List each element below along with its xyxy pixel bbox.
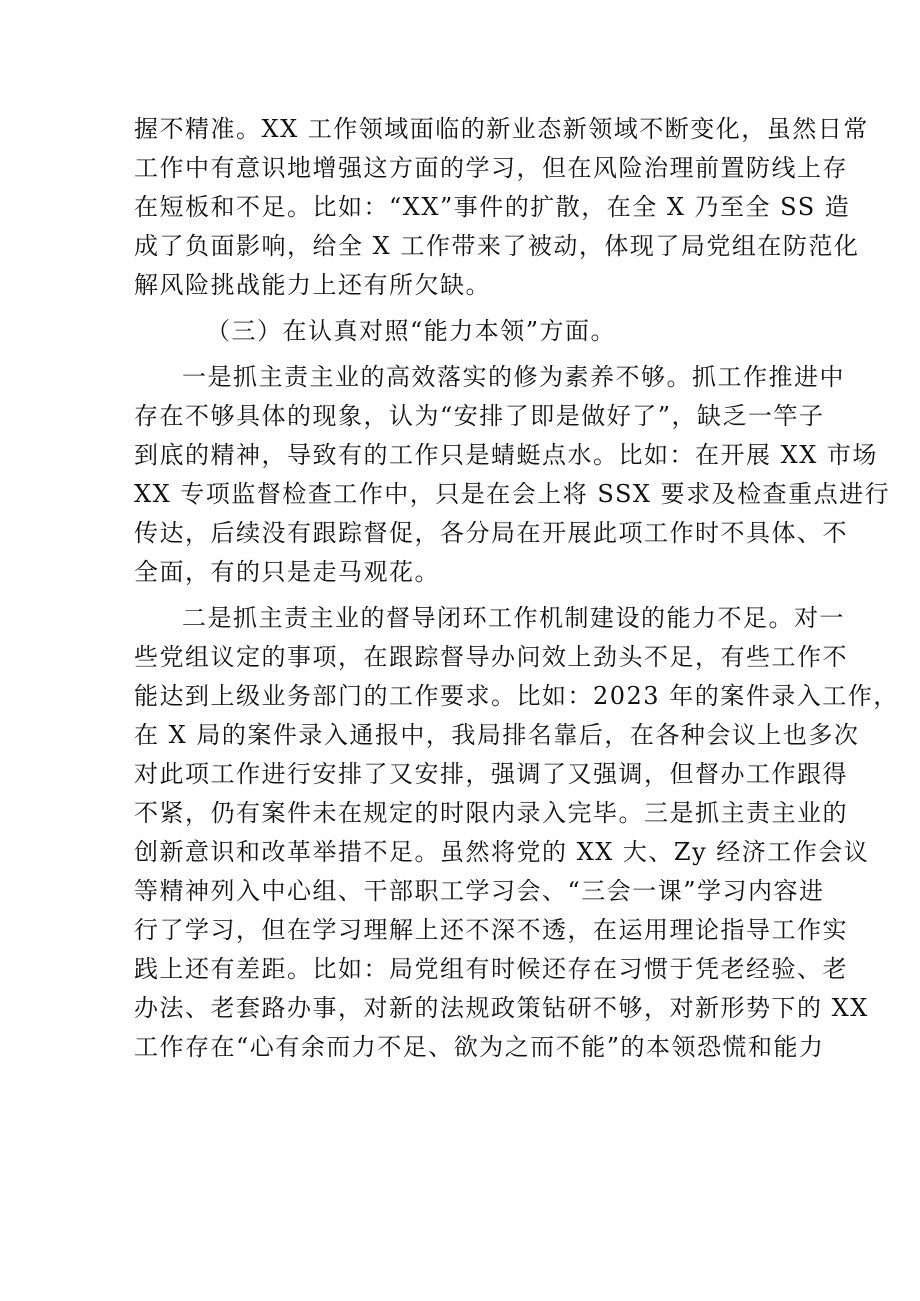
text-line: 践上还有差距。比如：局党组有时候还存在习惯于凭老经验、老 bbox=[134, 955, 848, 983]
section-heading-text: （三）在认真对照“能力本领”方面。 bbox=[206, 317, 617, 345]
text-line: 存在不够具体的现象，认为“安排了即是做好了”，缺乏一竿子 bbox=[134, 402, 825, 430]
text-line: 不紧，仍有案件未在规定的时限内录入完毕。三是抓主责主业的 bbox=[134, 799, 848, 827]
text-line: 二是抓主责主业的督导闭环工作机制建设的能力不足。对一 bbox=[182, 604, 845, 632]
text-line: 行了学习，但在学习理解上还不深不透，在运用理论指导工作实 bbox=[134, 916, 848, 944]
paragraph-risk-prevention bbox=[134, 110, 869, 305]
text-line: 对此项工作进行安排了又安排，强调了又强调，但督办工作跟得 bbox=[134, 760, 848, 788]
text-line: 成了负面影响，给全 X 工作带来了被动，体现了局党组在防范化 bbox=[134, 232, 860, 260]
text-line: 传达，后续没有跟踪督促，各分局在开展此项工作时不具体、不 bbox=[134, 519, 848, 547]
text-line: 能达到上级业务部门的工作要求。比如：2023 年的案件录入工作， bbox=[134, 682, 899, 710]
document-body bbox=[134, 110, 899, 1067]
text-line: 到底的精神，导致有的工作只是蜻蜓点水。比如：在开展 XX 市场 bbox=[134, 441, 878, 469]
paragraph-point-two bbox=[134, 599, 899, 1067]
text-line: 解风险挑战能力上还有所欠缺。 bbox=[134, 271, 491, 299]
text-line: 工作中有意识地增强这方面的学习，但在风险治理前置防线上存 bbox=[134, 154, 848, 182]
text-line: 工作存在“心有余而力不足、欲为之而不能”的本领恐慌和能力 bbox=[134, 1033, 825, 1061]
text-line: 一是抓主责主业的高效落实的修为素养不够。抓工作推进中 bbox=[182, 363, 845, 391]
text-line: 等精神列入中心组、干部职工学习会、“三会一课”学习内容进 bbox=[134, 877, 825, 905]
text-line: 些党组议定的事项，在跟踪督导办问效上劲头不足，有些工作不 bbox=[134, 643, 848, 671]
paragraph-point-one bbox=[134, 358, 891, 592]
text-line: 创新意识和改革举措不足。虽然将党的 XX 大、Zy 经济工作会议 bbox=[134, 838, 870, 866]
text-line: 全面，有的只是走马观花。 bbox=[134, 558, 440, 586]
text-line: 办法、老套路办事，对新的法规政策钻研不够，对新形势下的 XX bbox=[134, 994, 869, 1022]
text-line: 握不精准。XX 工作领域面临的新业态新领域不断变化，虽然日常 bbox=[134, 115, 869, 143]
text-line: 在短板和不足。比如：“XX”事件的扩散，在全 X 乃至全 SS 造 bbox=[134, 193, 851, 221]
text-line: XX 专项监督检查工作中，只是在会上将 SSX 要求及检查重点进行 bbox=[134, 480, 891, 508]
section-heading-ability bbox=[134, 312, 794, 351]
text-line: 在 X 局的案件录入通报中，我局排名靠后，在各种会议上也多次 bbox=[134, 721, 860, 749]
